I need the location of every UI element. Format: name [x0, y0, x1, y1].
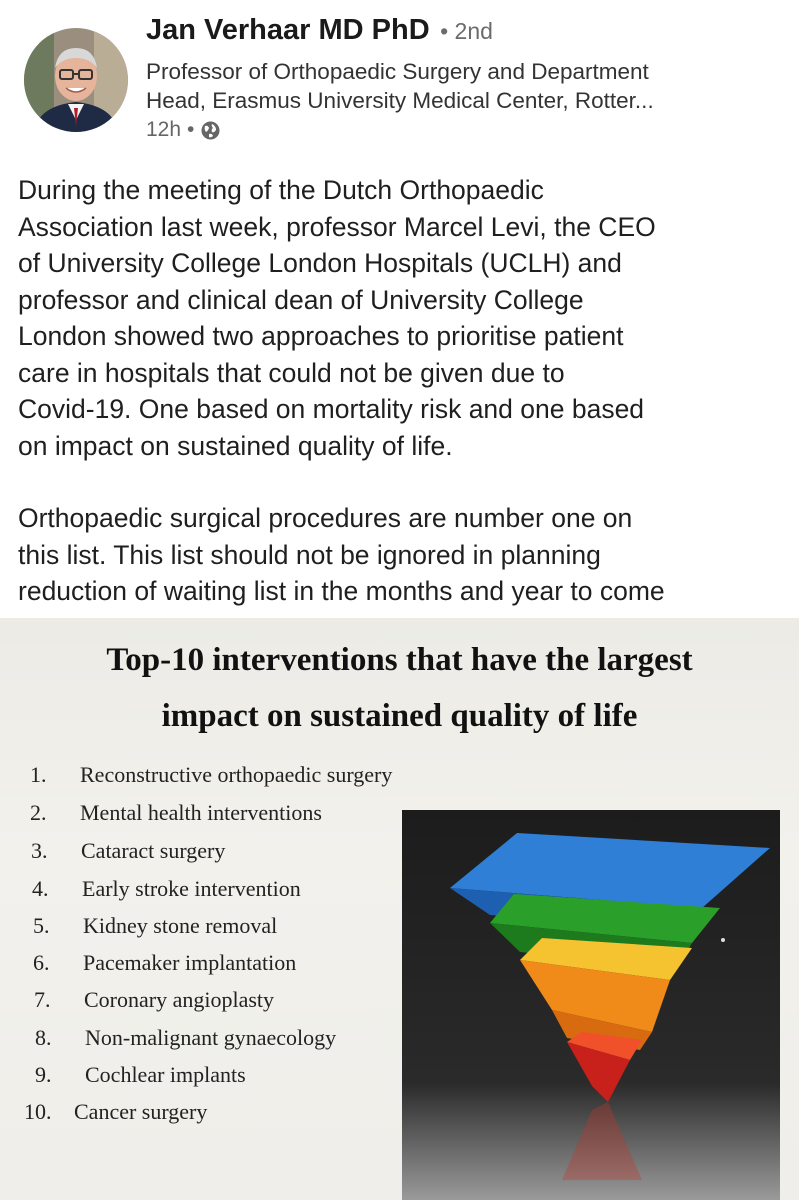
list-item-label: Non-malignant gynaecology	[85, 1025, 337, 1050]
avatar[interactable]	[24, 28, 128, 132]
list-item-label: Coronary angioplasty	[84, 987, 275, 1012]
list-item-label: Cataract surgery	[81, 838, 226, 863]
author-name[interactable]: Jan Verhaar MD PhD	[146, 14, 430, 46]
pyramid-graphic	[402, 810, 780, 1200]
post-line: on impact on sustained quality of life.	[18, 430, 453, 461]
author-headline	[146, 57, 786, 115]
post-line: professor and clinical dean of University College	[18, 284, 584, 315]
list-item-number: 2.	[30, 800, 47, 825]
list-item-label: Reconstructive orthopaedic surgery	[80, 762, 393, 787]
post-image-slide[interactable]	[0, 618, 799, 1200]
list-item-number: 5.	[33, 913, 50, 938]
post-line: Association last week, professor Marcel Levi, the CEO	[18, 211, 656, 242]
list-item-number: 9.	[35, 1062, 52, 1087]
list-item-label: Cancer surgery	[74, 1099, 208, 1124]
post-header	[0, 0, 799, 160]
post-paragraph-1	[18, 172, 793, 464]
slide-title-line-1: Top-10 interventions that have the largest	[106, 642, 693, 678]
post-line: of University College London Hospitals (UCLH) and	[18, 248, 622, 278]
list-item-number: 3.	[31, 838, 48, 863]
list-item-label: Mental health interventions	[80, 800, 322, 825]
post-line: Covid-19. One based on mortality risk and one based	[18, 394, 645, 424]
post-time: 12h	[146, 118, 182, 141]
list-item-number: 7.	[34, 987, 51, 1012]
list-item-number: 10.	[24, 1099, 52, 1124]
post-line: care in hospitals that could not be given due to	[18, 357, 565, 388]
list-item-label: Kidney stone removal	[83, 913, 278, 938]
list-item-number: 4.	[32, 876, 49, 901]
globe-icon	[200, 120, 221, 141]
post-body	[18, 172, 793, 610]
post-line: Orthopaedic surgical procedures are number one on	[18, 503, 633, 533]
meta-separator: •	[187, 118, 195, 141]
inverted-pyramid-svg	[402, 810, 780, 1200]
list-item-label: Pacemaker implantation	[83, 950, 297, 975]
list-item-number: 1.	[30, 762, 47, 787]
post-line: London showed two approaches to prioritise patient	[18, 321, 624, 351]
post-meta	[146, 118, 221, 142]
list-item-number: 8.	[35, 1025, 52, 1050]
post-line: reduction of waiting list in the months and year to come	[18, 576, 665, 606]
list-item-label: Cochlear implants	[85, 1062, 246, 1087]
paragraph-gap	[18, 464, 793, 500]
post-line: During the meeting of the Dutch Orthopaedic	[18, 175, 544, 205]
post-line: this list. This list should not be ignored in planning	[18, 539, 601, 570]
slide-title-line-2: impact on sustained quality of life	[161, 698, 638, 734]
connection-degree: • 2nd	[440, 18, 493, 44]
list-item-label: Early stroke intervention	[82, 876, 301, 901]
headline-line: Head, Erasmus University Medical Center, Rotter...	[146, 88, 654, 113]
list-item-number: 6.	[33, 950, 50, 975]
post-paragraph-2	[18, 500, 793, 610]
headline-line: Professor of Orthopaedic Surgery and Department	[146, 59, 649, 84]
avatar-image	[24, 28, 128, 132]
